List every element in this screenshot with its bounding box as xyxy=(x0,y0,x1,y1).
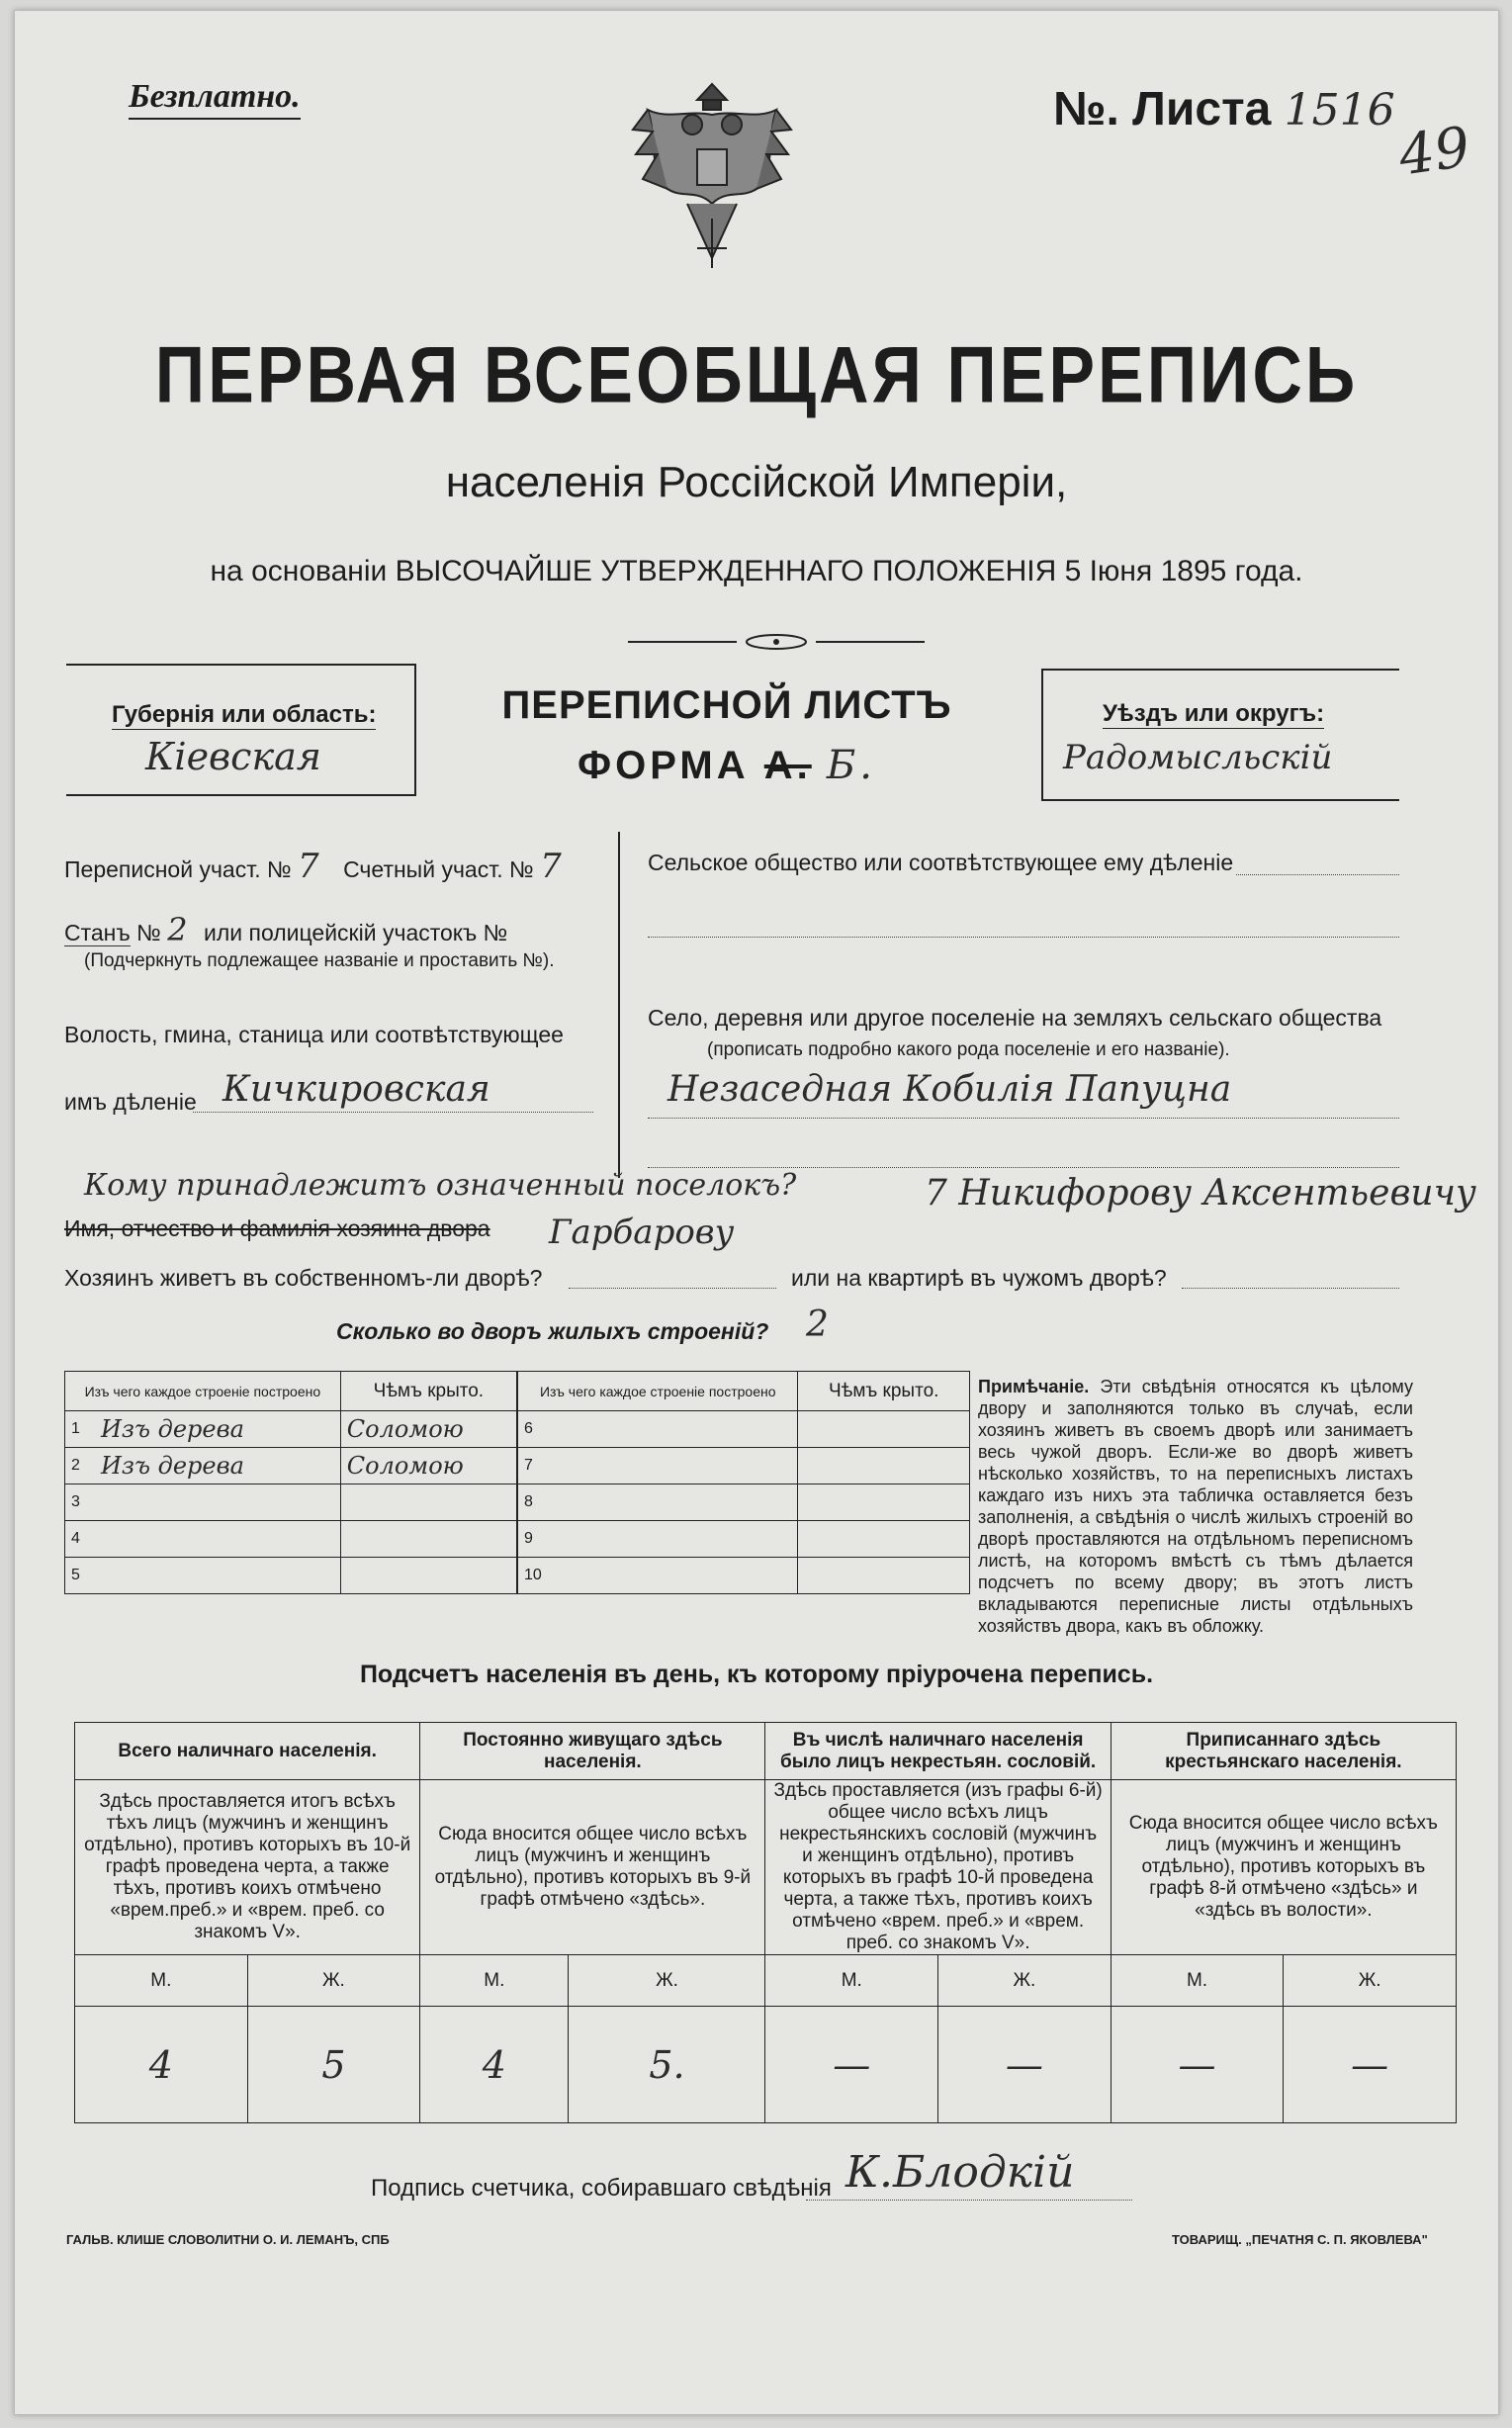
row-material xyxy=(95,1521,340,1558)
row-number: 7 xyxy=(518,1448,553,1484)
form-value: Б. xyxy=(826,743,876,788)
col-zh: Ж. xyxy=(247,1955,420,2007)
guberniya-value: Кіевская xyxy=(145,735,321,778)
row-material xyxy=(95,1484,340,1521)
row-material xyxy=(552,1521,798,1558)
table-row xyxy=(518,1484,970,1521)
row-roof xyxy=(340,1484,516,1521)
list-number xyxy=(1053,82,1395,136)
table-row xyxy=(65,1411,517,1448)
volost-line xyxy=(193,1111,593,1113)
peasant-m-value: — xyxy=(1111,2007,1284,2123)
col-m: М. xyxy=(1111,1955,1284,2007)
corner-archive-number: 49 xyxy=(1394,115,1474,189)
underline-note: (Подчеркнуть подлежащее названіе и проставить №). xyxy=(84,950,555,971)
col-zh: Ж. xyxy=(569,1955,765,2007)
non-peasant-zh-value: — xyxy=(938,2007,1112,2123)
col-m: М. xyxy=(420,1955,569,2007)
table-row xyxy=(518,1411,970,1448)
col-roof-header: Чѣмъ крыто. xyxy=(340,1372,516,1411)
row-roof xyxy=(798,1411,970,1448)
peasant-zh-value: — xyxy=(1284,2007,1457,2123)
stan-no-sign: № xyxy=(136,920,161,945)
footer-left: ГАЛЬВ. КЛИШЕ СЛОВОЛИТНИ О. И. ЛЕМАНЪ, СПБ xyxy=(66,2232,390,2247)
row-roof xyxy=(798,1448,970,1484)
buildings-table-left xyxy=(64,1371,517,1594)
table-row xyxy=(65,1484,517,1521)
divider-ornament xyxy=(628,632,925,652)
col-zh: Ж. xyxy=(1284,1955,1457,2007)
row-roof xyxy=(340,1558,516,1594)
population-title: Подсчетъ населенія въ день, къ которому пріурочена перепись. xyxy=(359,1661,1154,1688)
lives-line xyxy=(569,1287,776,1289)
table-row xyxy=(518,1521,970,1558)
permanent-m-value: 4 xyxy=(420,2007,569,2123)
village-note: (прописать подробно какого рода поселеніе и его названіе). xyxy=(707,1039,1230,1060)
row-roof: Соломою xyxy=(340,1411,516,1448)
row-material xyxy=(552,1411,798,1448)
table-row xyxy=(518,1448,970,1484)
uchast-row xyxy=(64,847,598,886)
page-title: ПЕРВАЯ ВСЕОБЩАЯ ПЕРЕПИСЬ xyxy=(154,330,1359,419)
group-desc-peasant: Сюда вносится общее число всѣхъ лицъ (мужчинъ и женщинъ отдѣльно), противъ которыхъ въ графѣ 8-й отмѣчено «здѣсь» и «здѣсь въ волости». xyxy=(1111,1780,1456,1955)
row-number: 10 xyxy=(518,1558,553,1594)
society-line-1 xyxy=(1236,873,1399,875)
table-row xyxy=(65,1558,517,1594)
row-number: 5 xyxy=(65,1558,96,1594)
row-material xyxy=(552,1484,798,1521)
form-type xyxy=(410,743,1043,788)
village-line xyxy=(648,1117,1399,1119)
row-roof xyxy=(340,1521,516,1558)
owner-question: Кому принадлежитъ означенный поселокъ? xyxy=(84,1168,797,1203)
society-label: Сельское общество или соотвѣтствующее ему дѣленіе xyxy=(648,850,1234,875)
column-divider xyxy=(618,832,620,1178)
row-roof: Соломою xyxy=(340,1448,516,1484)
group-desc-permanent: Сюда вносится общее число всѣхъ лицъ (мужчинъ и женщинъ отдѣльно), противъ которыхъ въ 9-й графѣ отмѣчено «здѣсь». xyxy=(420,1780,765,1955)
buildings-value: 2 xyxy=(806,1304,829,1345)
guberniya-box xyxy=(66,664,416,796)
society-line-2 xyxy=(648,936,1399,938)
row-number: 8 xyxy=(518,1484,553,1521)
row-material: Изъ дерева xyxy=(95,1448,340,1484)
col-material-header-2: Изъ чего каждое строеніе построено xyxy=(518,1372,798,1411)
col-m: М. xyxy=(75,1955,248,2007)
row-number: 9 xyxy=(518,1521,553,1558)
row-material xyxy=(552,1448,798,1484)
footer-right: ТОВАРИЩ. „ПЕЧАТНЯ С. П. ЯКОВЛЕВА" xyxy=(1172,2232,1428,2247)
row-roof xyxy=(798,1484,970,1521)
group-head-peasant: Приписаннаго здѣсь крестьянскаго населенія. xyxy=(1111,1723,1456,1780)
note-title: Примѣчаніе. xyxy=(978,1377,1090,1396)
volost-value: Кичкировская xyxy=(222,1069,490,1110)
row-number: 2 xyxy=(65,1448,96,1484)
volost-label: Волость, гмина, станица или соотвѣтствующее xyxy=(64,1022,564,1047)
permanent-zh-value: 5. xyxy=(569,2007,765,2123)
stan-value: 2 xyxy=(167,911,188,948)
group-head-non-peasant: Въ числѣ наличнаго населенія было лицъ некрестьян. сословій. xyxy=(765,1723,1111,1780)
volost-label-2: имъ дѣленіе xyxy=(64,1089,197,1115)
schet-value: 7 xyxy=(540,847,562,886)
list-number-value: 1516 xyxy=(1284,85,1395,135)
rent-line xyxy=(1182,1287,1399,1289)
row-material xyxy=(552,1558,798,1594)
col-m: М. xyxy=(765,1955,938,2007)
uezd-label: Уѣздъ или округъ: xyxy=(1103,700,1325,727)
uchast-label: Переписной участ. № xyxy=(64,856,292,882)
signature-line xyxy=(806,2199,1132,2201)
uezd-box xyxy=(1041,669,1399,801)
uezd-value: Радомысльскій xyxy=(1063,738,1333,777)
row-roof xyxy=(798,1558,970,1594)
row-material xyxy=(95,1558,340,1594)
row-number: 6 xyxy=(518,1411,553,1448)
group-desc-non-peasant: Здѣсь проставляется (изъ графы 6-й) общее число всѣхъ лицъ некрестьянскихъ сословій (мужчинъ и женщинъ отдѣльно), противъ которыхъ въ графѣ 10-й проведена черта, а также тѣхъ, противъ коихъ отмѣчено «врем. преб.» и «врем. преб. со знакомъ V». xyxy=(765,1780,1111,1955)
total-m-value: 4 xyxy=(75,2007,248,2123)
form-label: ФОРМА xyxy=(578,744,750,787)
group-head-permanent: Постоянно живущаго здѣсь населенія. xyxy=(420,1723,765,1780)
buildings-table-right xyxy=(517,1371,970,1594)
row-roof xyxy=(798,1521,970,1558)
row-number: 3 xyxy=(65,1484,96,1521)
owner-value: 7 Никифорову Аксентьевичу xyxy=(925,1173,1476,1214)
row-number: 1 xyxy=(65,1411,96,1448)
table-row xyxy=(518,1558,970,1594)
guberniya-label: Губернія или область: xyxy=(112,701,377,728)
police-label: или полицейскій участокъ № xyxy=(203,920,508,945)
group-desc-total: Здѣсь проставляется итогъ всѣхъ тѣхъ лицъ (мужчинъ и женщинъ отдѣльно), противъ которыхъ въ 10-й графѣ проведена черта, а также тѣхъ, противъ коихъ отмѣчено «врем.преб.» и «врем. преб. со знакомъ V». xyxy=(75,1780,420,1955)
row-number: 4 xyxy=(65,1521,96,1558)
village-label: Село, деревня или другое поселеніе на земляхъ сельскаго общества xyxy=(648,1005,1382,1031)
stan-label: Станъ xyxy=(64,920,131,945)
non-peasant-m-value: — xyxy=(765,2007,938,2123)
uchast-value: 7 xyxy=(298,847,319,886)
col-roof-header-2: Чѣмъ крыто. xyxy=(798,1372,970,1411)
col-zh: Ж. xyxy=(938,1955,1112,2007)
row-material: Изъ дерева xyxy=(95,1411,340,1448)
table-row xyxy=(65,1448,517,1484)
total-zh-value: 5 xyxy=(247,2007,420,2123)
table-row xyxy=(65,1521,517,1558)
signature-label: Подпись счетчика, собиравшаго свѣдѣнія xyxy=(371,2175,832,2202)
form-struck-option: А. xyxy=(763,744,812,787)
schet-label: Счетный участ. № xyxy=(343,856,534,882)
population-table xyxy=(74,1722,1457,2123)
legal-basis: на основаніи ВЫСОЧАЙШЕ УТВЕРЖДЕННАГО ПОЛОЖЕНІЯ 5 Іюня 1895 года. xyxy=(210,555,1303,587)
group-head-total: Всего наличнаго населенія. xyxy=(75,1723,420,1780)
rent-label: или на квартирѣ въ чужомъ дворѣ? xyxy=(791,1265,1167,1291)
stan-row xyxy=(64,911,598,948)
free-label: Безплатно. xyxy=(129,78,301,120)
page-subtitle: населенія Россійской Имперіи, xyxy=(445,458,1068,506)
note-block xyxy=(978,1376,1413,1637)
signature-value: К.Блодкій xyxy=(845,2147,1075,2198)
owner-label: Имя, отчество и фамилія хозяина двора xyxy=(64,1215,490,1241)
village-value: Незаседная Кобилія Папуцна xyxy=(667,1069,1232,1110)
buildings-label: Сколько во дворъ жилыхъ строеній? xyxy=(336,1318,769,1344)
owner-surname: Гарбарову xyxy=(549,1213,735,1252)
note-text: Эти свѣдѣнія относятся къ цѣлому двору и заполняются только въ случаѣ, если хозяинъ живетъ въ своемъ дворѣ или занимаетъ весь чужой дворъ. Если-же во дворѣ живетъ нѣсколько хозяйствъ, то на переписныхъ листахъ каждаго изъ нихъ эта табличка оставляется безъ заполненія, а свѣдѣнія о числѣ жилыхъ строеній во дворѣ проставляются на отдѣльномъ переписномъ листѣ, на которомъ вмѣстѣ съ тѣмъ дѣлается подсчетъ по всему двору; въ этотъ листъ вкладываются переписные листы отдѣльныхъ хозяйствъ двора, какъ въ обложку. xyxy=(978,1377,1413,1636)
col-material-header: Изъ чего каждое строеніе построено xyxy=(65,1372,341,1411)
double-headed-eagle-emblem xyxy=(628,70,796,278)
list-number-label: №. Листа xyxy=(1053,83,1272,135)
form-title: ПЕРЕПИСНОЙ ЛИСТЪ xyxy=(501,683,952,727)
census-form-page xyxy=(14,10,1499,2415)
lives-label: Хозяинъ живетъ въ собственномъ-ли дворѣ? xyxy=(64,1265,543,1291)
